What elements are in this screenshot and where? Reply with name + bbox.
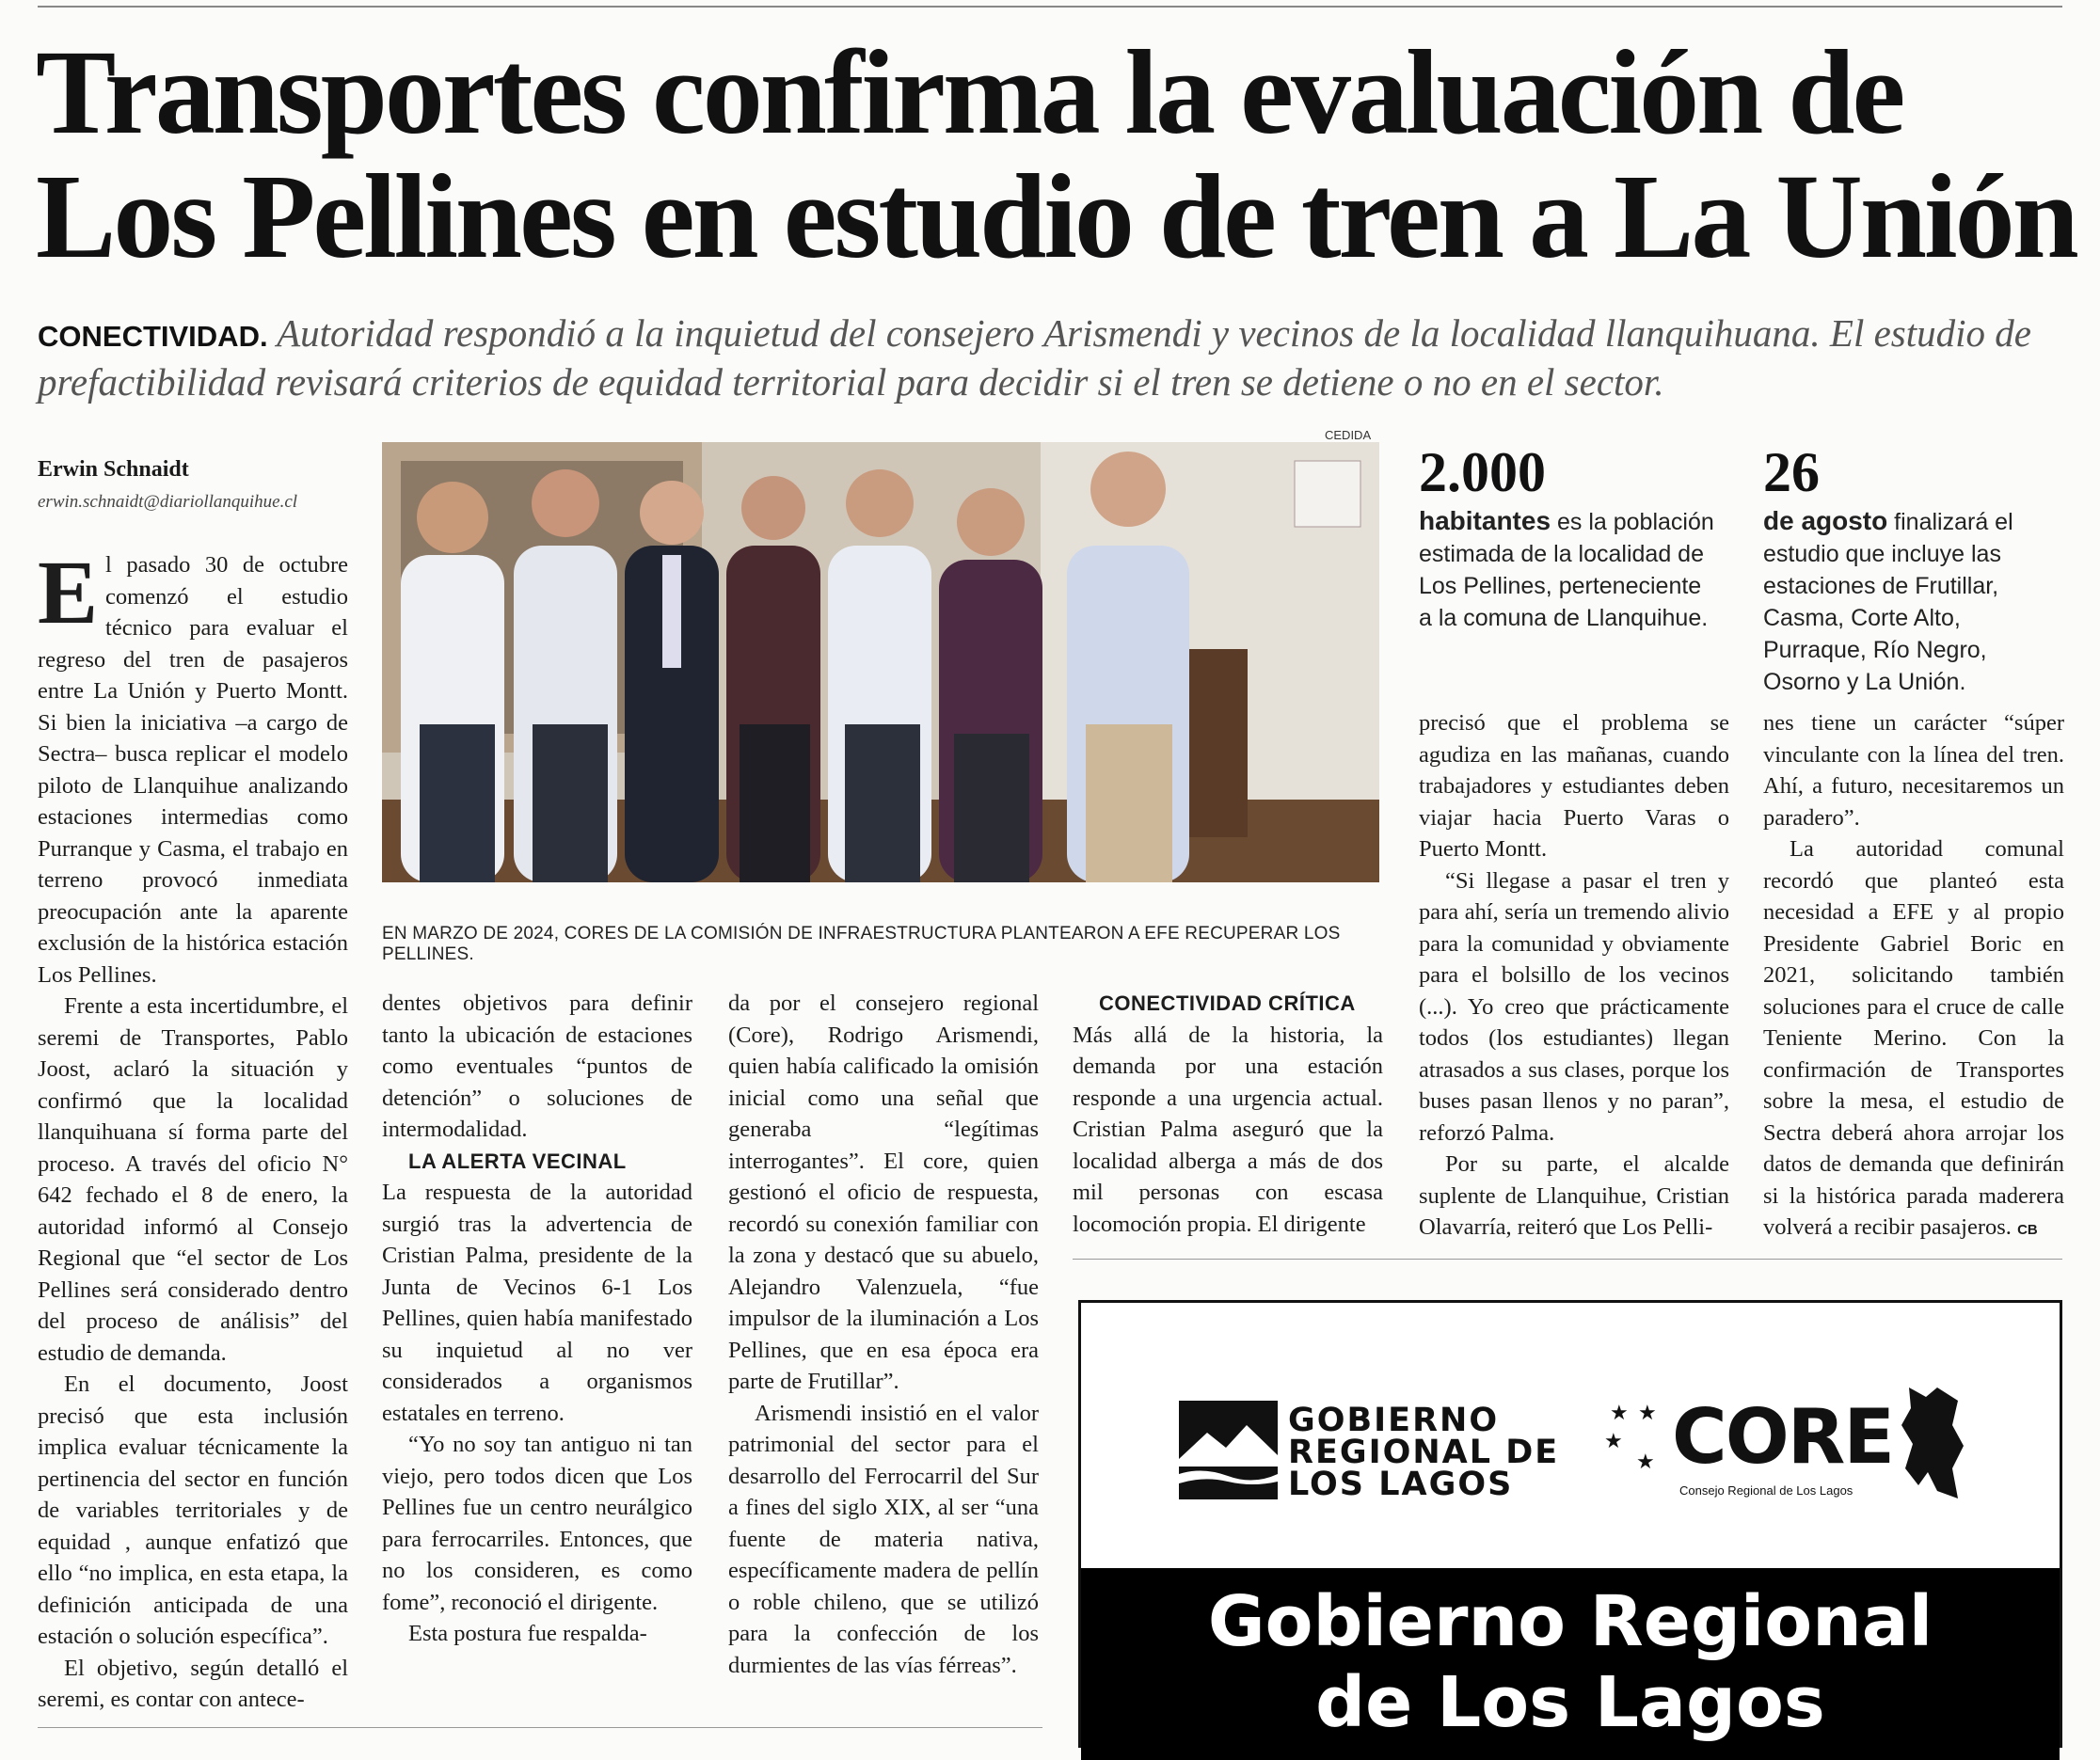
- advertisement-banner: [1081, 1568, 2060, 1760]
- paragraph: La autoridad comunal recordó que planteó esta necesidad a EFE y al propio Presidente Gabriel Boric en 2021, solicitando también soluciones para el cruce de calle Teniente Merino. Con la confirmación de Transportes sobre la mesa, el estudio de Sectra deberá ahora arrojar los datos de demanda que definirán si la histórica parada maderera volverá a recibir pasajeros.: [1763, 836, 2064, 1240]
- paragraph: nes tiene un carácter “súper vinculante con la línea del tren. Ahí, a futuro, necesitaremos un paradero”.: [1763, 710, 2064, 831]
- wordmark-line: REGIONAL DE: [1288, 1434, 1560, 1471]
- wordmark-line: LOS LAGOS: [1288, 1466, 1514, 1503]
- stat-box-agosto: [1763, 440, 2064, 698]
- gobierno-regional-logo-icon: [1179, 1401, 1278, 1499]
- paragraph: “Yo no soy tan antiguo ni tan viejo, pero todos dicen que Los Pellines fue un centro neurálgico para ferrocarriles. Entonces, que no los consideren, es como fome”, reconoció el dirigente.: [382, 1432, 692, 1615]
- deck-kicker: CONECTIVIDAD.: [38, 320, 268, 353]
- banner-line-2: de Los Lagos: [1315, 1662, 1825, 1743]
- paragraph: dentes objetivos para definir tanto la ubicación de estaciones como eventuales “puntos de detención” o soluciones de intermodalidad.: [382, 991, 692, 1142]
- photo-caption: EN MARZO DE 2024, CORES DE LA COMISIÓN DE INFRAESTRUCTURA PLANTEARON A EFE RECUPERAR LOS PELLINES.: [382, 924, 1341, 964]
- paragraph: da por el consejero regional (Core), Rodrigo Arismendi, quien había calificado la omisión inicial como una señal que generaba “legítimas interrogantes”. El core, quien gestionó el oficio de respuesta, recordó su conexión familiar con la zona y destacó que su abuelo, Alejandro Valenzuela, “fue impulsor de la iluminación a Los Pellines, que en esa época era parte de Frutillar”.: [728, 991, 1039, 1394]
- stat-text: finalizará el estudio que incluye las estaciones de Frutillar, Casma, Corte Alto, Purraque, Río Negro, Osorno y La Unión.: [1763, 509, 2013, 695]
- article-column-3: [728, 988, 1039, 1681]
- paragraph: En el documento, Joost precisó que esta inclusión implica evaluar técnicamente la pertinencia del sector en función de variables territoriales y de equidad , aunque enfatizó que ello “no implica, en esta etapa, la definición anticipada de una estación o solución específica”.: [38, 1372, 348, 1649]
- stars-icon: [1604, 1399, 1670, 1474]
- svg-text:★: ★: [1604, 1430, 1623, 1453]
- bottom-rule: [38, 1727, 1042, 1728]
- gobierno-regional-wordmark: [1288, 1402, 1560, 1503]
- advertisement-gobierno-regional[interactable]: [1078, 1300, 2062, 1748]
- paragraph: precisó que el problema se agudiza en las mañanas, cuando trabajadores y estudiantes deben viajar hacia Puerto Varas o Puerto Montt.: [1419, 710, 1729, 862]
- group-photo-illustration: [382, 442, 1379, 882]
- deck: [38, 310, 2070, 404]
- stat-number: 2.000: [1419, 441, 1546, 503]
- stat-box-habitantes: [1419, 440, 1720, 634]
- stat-text: es la población estimada de la localidad de Los Pellines, perteneciente a la comuna de Llanquihue.: [1419, 509, 1714, 631]
- article-column-1: [38, 542, 348, 1716]
- author-email[interactable]: erwin.schnaidt@diariollanquihue.cl: [38, 492, 298, 512]
- stat-bold: de agosto: [1763, 506, 1888, 535]
- article-column-6: [1763, 707, 2064, 1246]
- core-subtitle: Consejo Regional de Los Lagos: [1679, 1483, 1853, 1498]
- photo-credit: CEDIDA: [1325, 428, 1372, 442]
- drop-cap: E: [38, 542, 99, 642]
- end-mark: CB: [2017, 1222, 2038, 1238]
- svg-text:★: ★: [1638, 1402, 1657, 1425]
- group-photo: [382, 442, 1379, 882]
- byline: [38, 457, 358, 513]
- author-name: Erwin Schnaidt: [38, 457, 189, 482]
- stat-number: 26: [1763, 441, 1820, 503]
- paragraph: El objetivo, según detalló el seremi, es contar con antece-: [38, 1655, 348, 1712]
- stat-bold: habitantes: [1419, 506, 1551, 535]
- paragraph: “Si llegase a pasar el tren y para ahí, sería un tremendo alivio para la comunidad y obviamente para el bolsillo de los vecinos (...). Yo creo que prácticamente todos (los estudiantes) llegan atrasados a sus clases, porque los buses pasan llenos y no paran”, reforzó Palma.: [1419, 867, 1729, 1146]
- paragraph: l pasado 30 de octubre comenzó el estudio técnico para evaluar el regreso del tren de pasajeros entre La Unión y Puerto Montt. Si bien la iniciativa –a cargo de Sectra– busca replicar el modelo piloto de Llanquihue analizando estaciones intermedias como Purranque y Casma, el trabajo en terreno provocó inmediata preocupación ante la aparente exclusión de la histórica estación Los Pellines.: [38, 552, 348, 988]
- paragraph: Por su parte, el alcalde suplente de Llanquihue, Cristian Olavarría, reiteró que Los Pelli-: [1419, 1151, 1729, 1240]
- top-rule: [38, 6, 2062, 8]
- article-column-5: [1419, 707, 1729, 1244]
- wordmark-line: GOBIERNO: [1288, 1402, 1500, 1439]
- banner-line-1: Gobierno Regional: [1207, 1581, 1933, 1662]
- los-lagos-region-map-icon: [1900, 1387, 1965, 1500]
- core-logo-text: CORE: [1672, 1393, 1893, 1481]
- subheading-conectividad-critica: CONECTIVIDAD CRÍTICA: [1099, 991, 1356, 1015]
- subheading-alerta-vecinal: LA ALERTA VECINAL: [408, 1149, 627, 1173]
- svg-text:★: ★: [1610, 1402, 1629, 1425]
- svg-text:★: ★: [1636, 1451, 1655, 1474]
- paragraph: La respuesta de la autoridad surgió tras la advertencia de Cristian Palma, presidente de la Junta de Vecinos 6-1 Los Pellines, quien había manifestado su inquietud al no ver considerados a organismos estatales en terreno.: [382, 1180, 692, 1426]
- article-column-2: [382, 988, 692, 1650]
- section-divider: [1073, 1259, 2062, 1260]
- headline: Transportes confirma la evaluación de Los Pellines en estudio de tren a La Unión: [36, 25, 2076, 283]
- deck-text: Autoridad respondió a la inquietud del consejero Arismendi y vecinos de la localidad llanquihuana. El estudio de prefactibilidad revisará criterios de equidad territorial para decidir si el tren se detiene o no en el sector.: [38, 311, 2031, 404]
- paragraph: Más allá de la historia, la demanda por una estación responde a una urgencia actual. Cristian Palma aseguró que la localidad alberga a más de dos mil personas con escasa locomoción propia. El dirigente: [1073, 1022, 1383, 1237]
- paragraph: Arismendi insistió en el valor patrimonial del sector para el desarrollo del Ferrocarril del Sur a fines del siglo XIX, al ser “una fuente de materia nativa, específicamente madera de pellín o roble chileno, que se utilizó para la confección de los durmientes de las vías férreas”.: [728, 1400, 1039, 1678]
- paragraph: Frente a esta incertidumbre, el seremi de Transportes, Pablo Joost, aclaró la situación y confirmó que la localidad llanquihuana sí forma parte del proceso. A través del oficio N° 642 fechado el 8 de enero, la autoridad informó al Consejo Regional que “el sector de Los Pellines será considerado dentro del proceso de análisis” del estudio de demanda.: [38, 993, 348, 1366]
- paragraph: Esta postura fue respalda-: [408, 1621, 647, 1646]
- article-column-4: [1073, 988, 1383, 1240]
